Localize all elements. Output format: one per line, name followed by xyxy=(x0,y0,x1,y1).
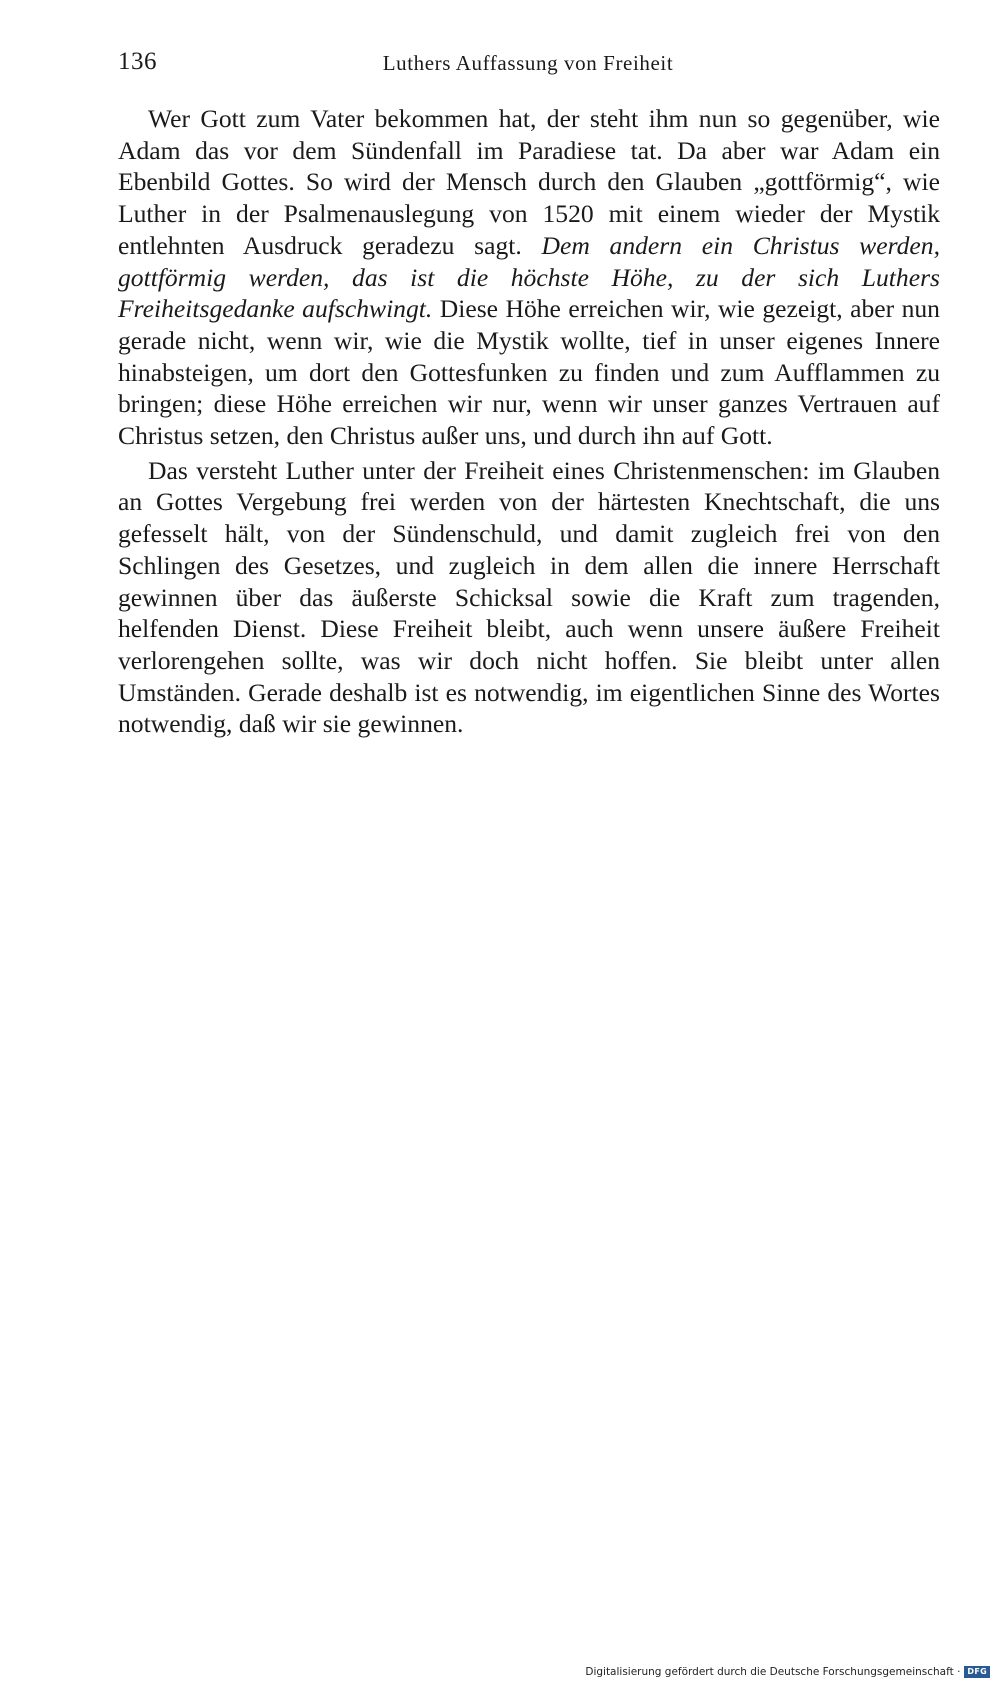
paragraph-1-emphasis: Dem andern ein Christus werden, gottförmig werden, das ist die höchste Höhe, zu der sich Luthers Freiheitsgedanke aufschwingt. xyxy=(118,230,940,324)
page-number: 136 xyxy=(118,48,157,75)
paragraph-1-text-end: Diese Höhe erreichen wir, wie gezeigt, aber nun gerade nicht, wenn wir, wie die Mystik wollte, tief in unser eigenes Innere hinabsteigen, um dort den Gottesfunken zu finden und zum Aufflammen zu bringen; diese Höhe erreichen wir nur, wenn wir unser ganzes Vertrauen auf Christus setzen, den Christus außer uns, und durch ihn auf Gott. xyxy=(118,294,940,451)
paragraph-1-text-start: Wer Gott zum Vater bekommen hat, der steht ihm nun so gegenüber, wie Adam das vor dem Sündenfall im Paradiese tat. Da aber war Adam ein Ebenbild Gottes. So wird der Mensch durch den Glauben „gottförmig“, wie Luther in der Psalmenauslegung von 1520 mit einem wieder der Mystik entlehnten Ausdruck geradezu sagt. xyxy=(118,104,940,260)
main-text xyxy=(118,103,940,740)
dfg-logo-icon: DFG xyxy=(964,1666,990,1678)
page-header xyxy=(118,48,938,88)
digitization-credit xyxy=(585,1666,990,1678)
paragraph-1 xyxy=(118,103,940,452)
paragraph-2: Das versteht Luther unter der Freiheit eines Christenmenschen: im Glauben an Gottes Vergebung frei werden von der härtesten Knechtschaft, die uns gefesselt hält, von der Sündenschuld, und damit zugleich frei von den Schlingen des Gesetzes, und zugleich in dem allen die innere Herrschaft gewinnen über das äußerste Schicksal sowie die Kraft zum tragenden, helfenden Dienst. Diese Freiheit bleibt, auch wenn unsere äußere Freiheit verlorengehen sollte, was wir doch nicht hoffen. Sie bleibt unter allen Umständen. Gerade deshalb ist es notwendig, im eigentlichen Sinne des Wortes notwendig, daß wir sie gewinnen. xyxy=(118,455,940,739)
running-title: Luthers Auffassung von Freiheit xyxy=(382,51,674,75)
credit-text: Digitalisierung gefördert durch die Deutsche Forschungsgemeinschaft · xyxy=(585,1666,961,1678)
